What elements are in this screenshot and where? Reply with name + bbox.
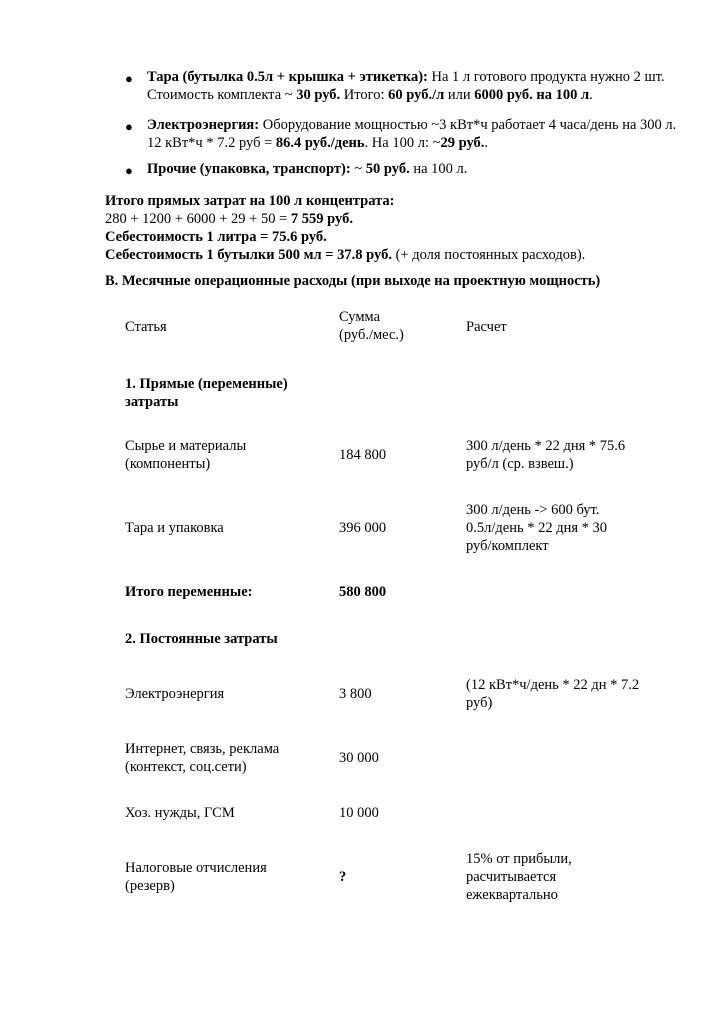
bullet-item-other xyxy=(147,160,677,178)
bullet-text-segment: 6000 руб. на 100 л xyxy=(474,87,590,103)
row-tax-item xyxy=(125,859,267,895)
bullet-text-segment: Итого: xyxy=(340,87,389,103)
row-power-calc-line1: (12 кВт*ч/день * 22 дн * 7.2 xyxy=(466,677,640,693)
bullet-dot: ● xyxy=(125,163,133,178)
header-sum xyxy=(339,308,404,344)
bullet-text-segment: Тара (бутылка 0.5л + крышка + этикетка): xyxy=(147,69,428,85)
row-pack-sum: 396 000 xyxy=(339,520,387,536)
bullet-text-segment: 86.4 руб./день xyxy=(275,135,365,151)
row-internet-item-line1: Интернет, связь, реклама xyxy=(125,741,280,757)
bullet-text-segment: Оборудование мощностью ~3 кВт*ч работает 4 часа/день на 300 л. 12 кВт*ч * 7.2 руб = xyxy=(147,117,677,151)
bullet-dot: ● xyxy=(125,71,133,86)
row-pack-calc xyxy=(466,501,607,555)
row-household-sum: 10 000 xyxy=(339,805,379,821)
bullet-text-segment: . xyxy=(484,135,489,151)
bullet-item-electricity xyxy=(147,116,677,152)
row-tax-sum: ? xyxy=(339,869,347,885)
bullet-text-segment: . На 100 л: ~ xyxy=(364,135,441,151)
row-tax-calc-line2: расчитывается xyxy=(466,869,557,885)
row-pack-calc-line2: 0.5л/день * 22 дня * 30 xyxy=(466,520,608,536)
cost-per-liter: Себестоимость 1 литра = 75.6 руб. xyxy=(105,229,327,245)
bullet-text-segment: На 1 л готового продукта нужно 2 шт. Стоимость комплекта ~ xyxy=(147,69,665,103)
header-calc: Расчет xyxy=(466,319,507,335)
row-power-calc-line2: руб) xyxy=(466,695,493,711)
row-pack-item: Тара и упаковка xyxy=(125,520,224,536)
totals-heading: Итого прямых затрат на 100 л концентрата: xyxy=(105,193,395,209)
row-household-item: Хоз. нужды, ГСМ xyxy=(125,805,235,821)
bullet-text-segment: . xyxy=(589,87,593,103)
bullet-dot: ● xyxy=(125,119,133,134)
row-tax-calc-line1: 15% от прибыли, xyxy=(466,851,572,867)
bullet-item-packaging xyxy=(147,68,677,104)
group-heading-direct xyxy=(125,375,288,411)
bullet-text-segment: 30 руб. xyxy=(296,87,341,103)
bullet-text-segment: Электроэнергия: xyxy=(147,117,260,133)
group-heading-fixed: 2. Постоянные затраты xyxy=(125,631,278,647)
row-raw-calc-line2: руб/л (ср. взвеш.) xyxy=(466,456,574,472)
row-tax-item-line1: Налоговые отчисления xyxy=(125,860,267,876)
row-tax-item-line2: (резерв) xyxy=(125,878,175,894)
section-title: В. Месячные операционные расходы (при выходе на проектную мощность) xyxy=(105,273,601,289)
row-pack-calc-line3: руб/комплект xyxy=(466,538,549,554)
bullet-text-segment: 29 руб. xyxy=(440,135,485,151)
row-internet-item xyxy=(125,740,279,776)
row-var-total-sum: 580 800 xyxy=(339,584,387,600)
group1-line2: затраты xyxy=(125,394,179,410)
row-power-calc xyxy=(466,676,639,712)
row-raw-item-line1: Сырье и материалы xyxy=(125,438,247,454)
row-raw-calc xyxy=(466,437,625,473)
row-power-item: Электроэнергия xyxy=(125,686,225,702)
row-internet-sum: 30 000 xyxy=(339,750,379,766)
row-tax-calc-line3: ежеквартально xyxy=(466,887,558,903)
row-var-total-item: Итого переменные: xyxy=(125,584,253,600)
header-sum-line2: (руб./мес.) xyxy=(339,327,404,343)
row-raw-item xyxy=(125,437,246,473)
row-raw-calc-line1: 300 л/день * 22 дня * 75.6 xyxy=(466,438,626,454)
row-raw-item-line2: (компоненты) xyxy=(125,456,211,472)
header-item: Статья xyxy=(125,319,167,335)
totals-formula: 280 + 1200 + 6000 + 29 + 50 = 7 559 руб. xyxy=(105,211,353,227)
totals-block xyxy=(105,192,685,264)
bullet-text-segment: на 100 л. xyxy=(409,161,468,177)
bullet-text-segment: Прочие (упаковка, транспорт): xyxy=(147,161,351,177)
row-tax-calc xyxy=(466,850,572,904)
bullet-text-segment: или xyxy=(444,87,475,103)
row-raw-sum: 184 800 xyxy=(339,447,387,463)
row-pack-calc-line1: 300 л/день -> 600 бут. xyxy=(466,502,600,518)
row-power-sum: 3 800 xyxy=(339,686,372,702)
header-sum-line1: Сумма xyxy=(339,309,381,325)
bullet-text-segment: 50 руб. xyxy=(365,161,410,177)
bullet-text-segment: ~ xyxy=(350,161,366,177)
row-internet-item-line2: (контекст, соц.сети) xyxy=(125,759,247,775)
bullet-text-segment: 60 руб./л xyxy=(388,87,445,103)
cost-per-bottle: Себестоимость 1 бутылки 500 мл = 37.8 руб. (+ доля постоянных расходов). xyxy=(105,247,586,263)
group1-line1: 1. Прямые (переменные) xyxy=(125,376,288,392)
